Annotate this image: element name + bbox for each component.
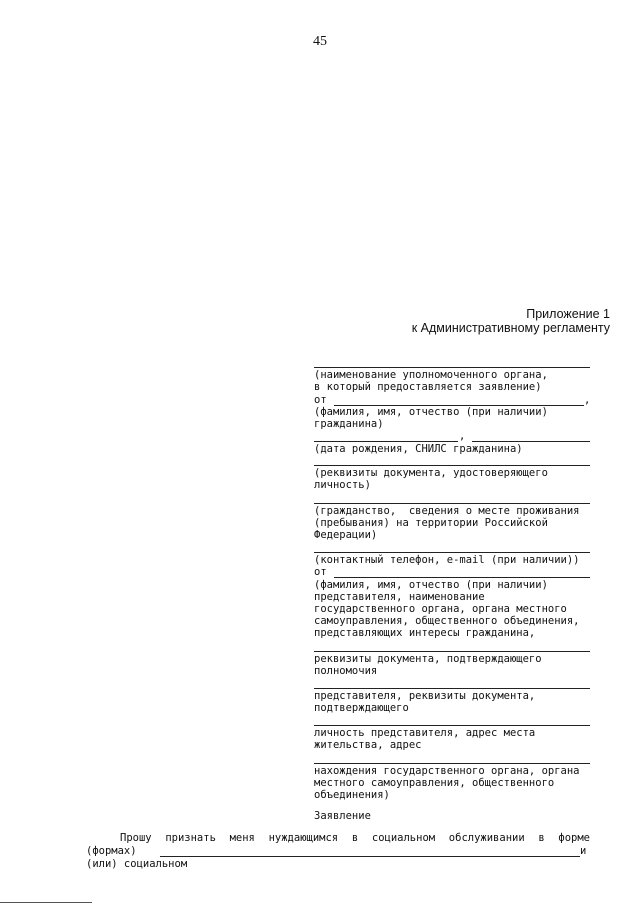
statement-word: в [351,832,359,844]
representative-caption-4: самоуправления, общественного объединения, [314,615,580,627]
representative-caption-2: представителя, наименование [314,591,485,603]
footnote-separator [0,902,92,903]
residence-caption-2: (пребывания) на территории Российской [314,517,548,529]
statement-word: Прошу [120,832,152,844]
birth-date-line [314,441,458,442]
representative-document-caption-2: подтверждающего [314,702,409,714]
service-form-line [160,856,580,857]
authority-caption-1: (наименование уполномоченного органа, [314,369,548,381]
appendix-title: Приложение 1 [526,307,610,321]
authority-document-caption: реквизиты документа, подтверждающего [314,653,542,665]
representative-address-line [314,725,590,726]
representative-caption-5: представляющих интересы гражданина, [314,627,536,639]
statement-forms-label: (формах) [86,845,137,857]
representative-document-caption: представителя, реквизиты документа, [314,690,536,702]
organization-address-caption-3: объединения) [314,789,390,801]
statement-word: в [538,832,545,844]
authority-caption-2: в который предоставляется заявление) [314,381,542,393]
representative-address-caption: личность представителя, адрес места [314,727,536,739]
organization-address-caption-2: местного самоуправления, общественного [314,777,555,789]
statement-word: социальном [371,832,436,844]
organization-address-line [314,763,590,764]
birth-snils-separator: , [459,430,466,442]
statement-row-3: (или) социальном [86,858,188,870]
representative-address-caption-2: жительства, адрес [314,739,422,751]
statement-word: нуждающимся [268,832,339,844]
applicant-name-caption-2: гражданина) [314,418,384,430]
appendix-subtitle: к Административному регламенту [411,321,610,335]
page-number: 45 [313,34,327,49]
representative-from-label: от [314,566,327,578]
birth-snils-caption: (дата рождения, СНИЛС гражданина) [314,443,523,455]
id-document-caption-2: личность) [314,479,371,491]
authority-name-line [314,367,590,368]
representative-name-line [334,577,590,578]
snils-line [472,441,590,442]
contact-caption: (контактный телефон, e-mail (при наличии)) [314,554,580,566]
applicant-name-caption: (фамилия, имя, отчество (при наличии) [314,406,548,418]
residence-line [314,503,590,504]
representative-caption-3: государственного органа, органа местного [314,603,567,615]
representative-document-line [314,688,590,689]
statement-word: признать [165,832,216,844]
id-document-line [314,465,590,466]
statement-row-1 [86,832,590,845]
statement-heading: Заявление [314,810,371,822]
organization-address-caption: нахождения государственного органа, органа [314,765,580,777]
contact-line [314,552,590,553]
authority-document-caption-2: полномочия [314,665,378,677]
representative-caption-1: (фамилия, имя, отчество (при наличии) [314,579,548,591]
residence-caption-1: (гражданство, сведения о месте проживания [314,505,580,517]
residence-caption-3: Федерации) [314,529,378,541]
statement-word: форме [558,832,590,844]
id-document-caption: (реквизиты документа, удостоверяющего [314,467,548,479]
from-comma: , [584,394,591,406]
statement-word: обслуживании [448,832,525,844]
statement-and-label: и [580,845,587,857]
statement-word: меня [229,832,255,844]
from-label: от [314,394,327,406]
authority-document-line [314,651,590,652]
